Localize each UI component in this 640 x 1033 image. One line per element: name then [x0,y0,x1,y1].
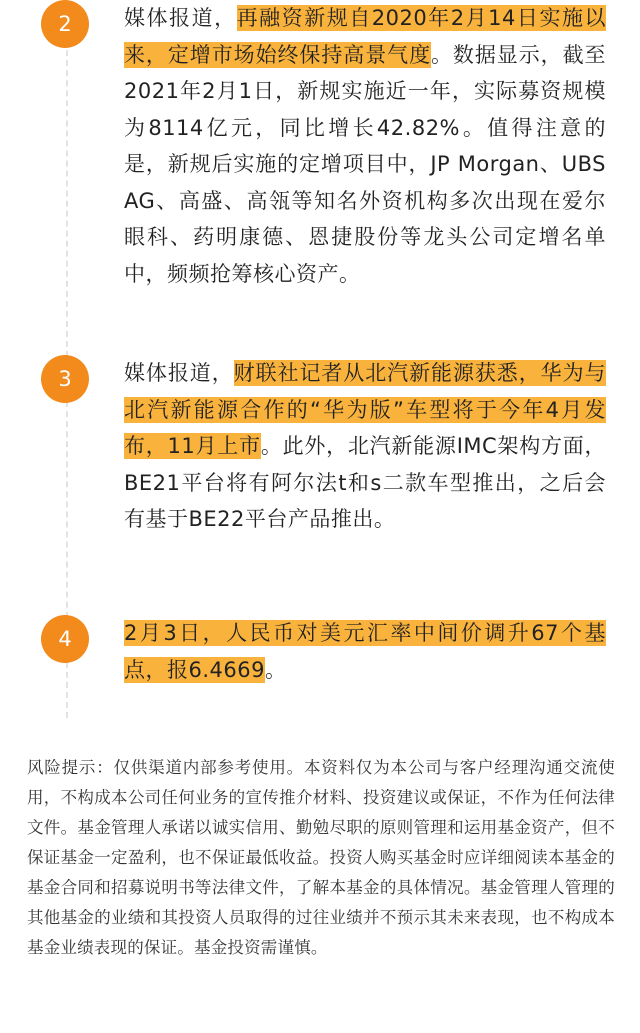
paragraph-prefix: 媒体报道， [124,6,237,30]
news-paragraph [124,615,606,688]
item-number-badge: 2 [41,0,89,48]
item-number-badge: 4 [41,615,89,663]
highlighted-text: 财联社记者从北汽新能源获悉，华为与北汽新能源合作的“华为版”车型将于今年4月发布，11月上市 [124,361,607,458]
risk-disclaimer: 风险提示：仅供渠道内部参考使用。本资料仅为本公司与客户经理沟通交流使用，不构成本公司任何业务的宣传推介材料、投资建议或保证，不作为任何法律文件。基金管理人承诺以诚实信用、勤勉尽职的原则管理和运用基金资产，但不保证基金一定盈利，也不保证最低收益。投资人购买基金时应详细阅读本基金的基金合同和招募说明书等法律文件，了解本基金的具体情况。基金管理人管理的其他基金的业绩和其投资人员取得的过往业绩并不预示其未来表现，也不构成本基金业绩表现的保证。基金投资需谨慎。 [27,758,615,957]
highlighted-text: 再融资新规自2020年2月14日实施以来，定增市场始终保持高景气度 [124,6,606,67]
news-paragraph [124,0,606,292]
paragraph-rest: 。 [264,657,287,682]
highlighted-text: 2月3日，人民币对美元汇率中间价调升67个基点，报6.4669 [124,621,606,682]
item-number-badge: 3 [41,355,89,403]
paragraph-rest: 。此外，北汽新能源IMC架构方面，BE21平台将有阿尔法t和s二款车型推出，之后会有基于BE22平台产品推出。 [124,434,606,531]
news-paragraph [124,355,606,538]
paragraph-prefix: 媒体报道， [124,361,234,385]
paragraph-rest: 。数据显示，截至2021年2月1日，新规实施近一年，实际募资规模为8114亿元，同比增长42.82%。值得注意的是，新规后实施的定增项目中，JP Morgan、UBS AG、高盛、高瓴等知名外资机构多次出现在爱尔眼科、药明康德、恩捷股份等龙头公司定增名单中，频频抢筹核心资产。 [124,42,606,286]
